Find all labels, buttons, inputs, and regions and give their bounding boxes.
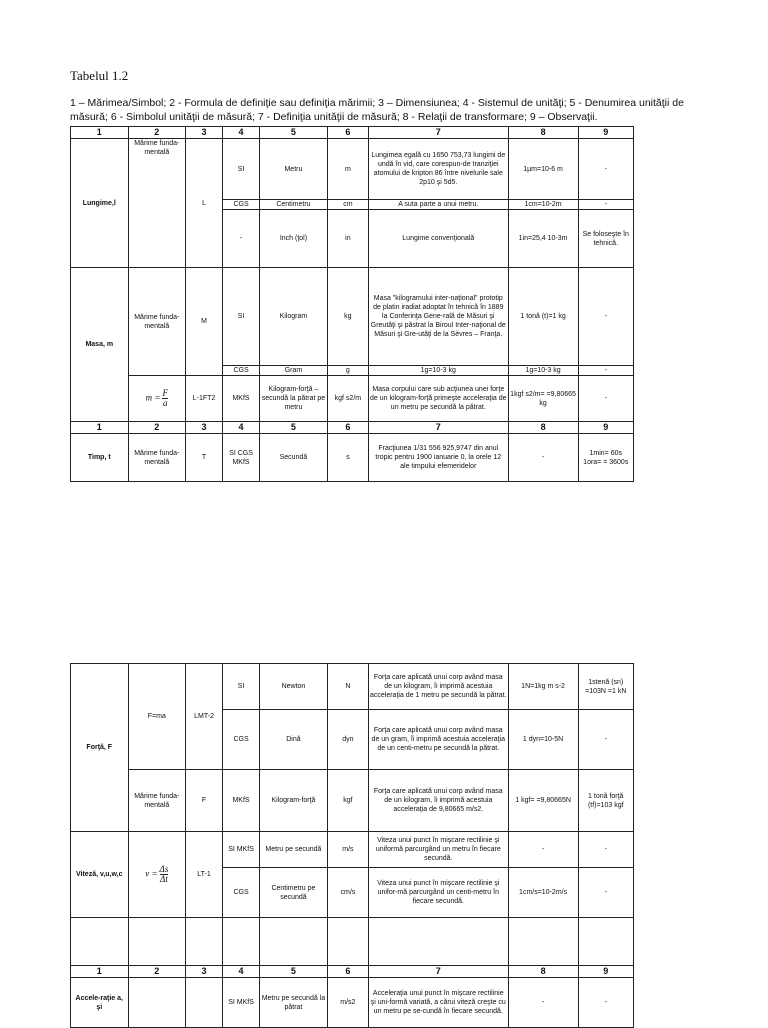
col-header: 6 (327, 422, 368, 434)
header-row (71, 127, 634, 139)
empty-cell (260, 918, 328, 966)
col-header: 7 (368, 422, 508, 434)
empty-row (71, 918, 634, 966)
col-header: 2 (128, 127, 186, 139)
system-cell: SI MKfS (223, 978, 260, 1028)
system-cell: SI MKfS (223, 832, 260, 868)
col-header: 4 (223, 127, 260, 139)
table-row (71, 139, 634, 200)
conversion-cell: 1g=10-3 kg (508, 366, 578, 376)
unit-name-cell: Centimetru pe secundă (260, 868, 328, 918)
system-cell: CGS (223, 200, 260, 210)
conversion-cell: 1 kgf= =9,80665N (508, 770, 578, 832)
column-legend: 1 – Mărimea/Simbol; 2 - Formula de definiţie sau definiţia mărimii; 3 – Dimensiunea; 4 - Sistemul de unităţi; 5 - Denumirea unităţii de măsură; 6 - Simbolul unităţii de măsură; 7 - Definiţia unităţii de măsură; 8 - Relaţii de transformare; 9 – Observaţii. (70, 97, 684, 123)
col-header: 8 (508, 422, 578, 434)
table-row (71, 770, 634, 832)
conversion-cell: - (508, 434, 578, 482)
system-cell: CGS (223, 366, 260, 376)
definition-cell: Mărime funda-mentală (128, 770, 186, 832)
col-header: 7 (368, 966, 508, 978)
col-header: 9 (578, 966, 634, 978)
unit-name-cell: Inch (ţol) (260, 210, 328, 268)
unit-definition-cell: Forţa care aplicată unui corp având masa de un kilogram, îi imprimă acestuia acceleraţia de 9,80665 m/s2. (368, 770, 508, 832)
unit-symbol-cell: g (327, 366, 368, 376)
conversion-cell: - (508, 978, 578, 1028)
conversion-cell: 1in=25,4 10-3m (508, 210, 578, 268)
formula-lhs: m = (145, 392, 161, 403)
col-header: 3 (186, 422, 223, 434)
observation-cell: 1stenă (sn) =103N =1 kN (578, 664, 634, 710)
dimension-cell: M (186, 268, 223, 376)
unit-name-cell: Metru (260, 139, 328, 200)
observation-cell: - (578, 200, 634, 210)
observation-cell: - (578, 832, 634, 868)
empty-cell (128, 918, 186, 966)
dimension-cell: T (186, 434, 223, 482)
formula-fraction (160, 865, 169, 884)
col-header: 8 (508, 966, 578, 978)
dimension-cell: L-1FT2 (186, 376, 223, 422)
observation-cell: - (578, 139, 634, 200)
unit-definition-cell: Masa corpului care sub acţiunea unei forţe de un kilogram-forţă primeşte acceleraţia de un metru pe secundă la pătrat. (368, 376, 508, 422)
system-cell: SI (223, 664, 260, 710)
quantity-name: Accele-raţie a, şi (71, 978, 129, 1028)
observation-cell: Se foloseşte în tehnică. (578, 210, 634, 268)
col-header: 3 (186, 127, 223, 139)
system-cell: CGS (223, 710, 260, 770)
unit-name-cell: Kilogram-forţă (260, 770, 328, 832)
unit-definition-cell: 1g=10-3 kg (368, 366, 508, 376)
empty-cell (223, 918, 260, 966)
col-header: 6 (327, 127, 368, 139)
col-header: 7 (368, 127, 508, 139)
empty-cell (578, 918, 634, 966)
system-cell: CGS (223, 868, 260, 918)
units-table-2 (70, 663, 634, 1028)
formula-denominator: a (162, 398, 168, 408)
dimension-cell: L (186, 139, 223, 268)
formula-cell: F=ma (128, 664, 186, 770)
observation-cell: - (578, 978, 634, 1028)
conversion-cell: - (508, 832, 578, 868)
unit-name-cell: Metru pe secundă (260, 832, 328, 868)
quantity-name: Forţă, F (71, 664, 129, 832)
conversion-cell: 1cm=10-2m (508, 200, 578, 210)
formula-numerator: Δs (159, 864, 169, 874)
col-header: 9 (578, 127, 634, 139)
definition-cell (128, 139, 186, 268)
quantity-name: Timp, t (71, 434, 129, 482)
unit-name-cell: Kilogram-forţă – secundă la pătrat pe metru (260, 376, 328, 422)
col-header: 4 (223, 422, 260, 434)
quantity-name: Masa, m (71, 268, 129, 422)
system-cell: SI CGS MKfS (223, 434, 260, 482)
header-row (71, 422, 634, 434)
col-header: 1 (71, 966, 129, 978)
col-header: 2 (128, 966, 186, 978)
unit-symbol-cell: m/s (327, 832, 368, 868)
unit-name-cell: Kilogram (260, 268, 328, 366)
empty-cell (368, 918, 508, 966)
unit-symbol-cell: cm (327, 200, 368, 210)
col-header: 1 (71, 127, 129, 139)
header-row (71, 966, 634, 978)
quantity-name: Viteză, v,u,w,c (71, 832, 129, 918)
table-row (71, 376, 634, 422)
col-header: 5 (260, 127, 328, 139)
formula-lhs: v = (145, 868, 158, 879)
table-row (71, 434, 634, 482)
observation-cell: - (578, 868, 634, 918)
unit-symbol-cell: dyn (327, 710, 368, 770)
conversion-cell: 1kgf s2/m= =9,80665 kg (508, 376, 578, 422)
unit-definition-cell: Forţa care aplicată unui corp având masa de un kilogram, îi imprimă acestuia acceleraţia de 1 metru pe secundă la pătrat. (368, 664, 508, 710)
empty-cell (508, 918, 578, 966)
unit-definition-cell: Lungime convenţională (368, 210, 508, 268)
dimension-cell: LMT-2 (186, 664, 223, 770)
formula-denominator: Δt (160, 874, 168, 884)
unit-name-cell: Dină (260, 710, 328, 770)
unit-symbol-cell: kg (327, 268, 368, 366)
observation-cell: - (578, 710, 634, 770)
unit-symbol-cell: in (327, 210, 368, 268)
unit-name-cell: Metru pe secundă la pătrat (260, 978, 328, 1028)
conversion-cell: 1N=1kg m s-2 (508, 664, 578, 710)
col-header: 5 (260, 966, 328, 978)
unit-symbol-cell: N (327, 664, 368, 710)
table-row (71, 832, 634, 868)
conversion-cell: 1 dyn=10-5N (508, 710, 578, 770)
col-header: 5 (260, 422, 328, 434)
observation-cell: 1 tonă forţă (tf)=103 kgf (578, 770, 634, 832)
empty-cell (186, 918, 223, 966)
quantity-name: Lungime,l (71, 139, 129, 268)
system-cell: MKfS (223, 376, 260, 422)
unit-definition-cell: Viteza unui punct în mişcare rectilinie şi uniformă parcurgând un metru în fiecare secundă. (368, 832, 508, 868)
observation-cell: - (578, 376, 634, 422)
unit-definition-cell: Masa "kilogramului inter-naţional" prototip de platin iradiat adoptat în tehnică în 1889 la Conferinţa Gene-rală de Măsuri şi Greutăţi şi păstrat la Biroul Inter-naţional de Măsuri şi Gre-utăţi de la Sèvres – Franţa. (368, 268, 508, 366)
formula-numerator: F (162, 388, 168, 398)
table-row (71, 978, 634, 1028)
unit-symbol-cell: m (327, 139, 368, 200)
definition-cell: Mărime funda-mentală (128, 268, 186, 376)
definition-text: Mărime funda-mentală (134, 140, 180, 156)
unit-definition-cell: A suta parte a unui metru. (368, 200, 508, 210)
formula-cell (128, 832, 186, 918)
observation-cell: 1min= 60s 1ora= = 3600s (578, 434, 634, 482)
system-cell: MKfS (223, 770, 260, 832)
col-header: 1 (71, 422, 129, 434)
unit-definition-cell: Viteza unui punct în mişcare rectilinie şi unifor-mă parcurgând un centi-metru în fiecare secundă. (368, 868, 508, 918)
definition-cell: Mărime funda-mentală (128, 434, 186, 482)
system-cell: SI (223, 139, 260, 200)
unit-definition-cell: Acceleraţia unui punct în mişcare rectilinie şi uni-formă variată, a cărui viteză creşte cu un metru pe se-cundă în fiecare secundă. (368, 978, 508, 1028)
unit-definition-cell: Forţa care aplicată unui corp având masa de un gram, îi imprimă acestuia acceleraţia de un centi-metru pe secundă la pătrat. (368, 710, 508, 770)
col-header: 2 (128, 422, 186, 434)
unit-definition-cell: Lungimea egală cu 1650 753,73 lungimi de undă în vid, care corespun-de tranziţiei atomului de kripton 86 între nivelurile sale 2p10 şi 5d5. (368, 139, 508, 200)
units-table-1 (70, 126, 634, 482)
unit-symbol-cell: cm/s (327, 868, 368, 918)
unit-symbol-cell: s (327, 434, 368, 482)
conversion-cell: 1 tonă (t)=1 kg (508, 268, 578, 366)
unit-name-cell: Centimetru (260, 200, 328, 210)
table-row (71, 268, 634, 366)
unit-symbol-cell: kgf s2/m (327, 376, 368, 422)
unit-name-cell: Newton (260, 664, 328, 710)
dimension-cell: LT-1 (186, 832, 223, 918)
col-header: 3 (186, 966, 223, 978)
observation-cell: - (578, 366, 634, 376)
col-header: 9 (578, 422, 634, 434)
conversion-cell: 1cm/s=10-2m/s (508, 868, 578, 918)
unit-symbol-cell: m/s2 (327, 978, 368, 1028)
conversion-cell: 1μm=10-6 m (508, 139, 578, 200)
unit-definition-cell: Fracţiunea 1/31 556 925,9747 din anul tropic pentru 1900 ianuarie 0, la orele 12 ale timpului efemeridelor (368, 434, 508, 482)
empty-cell (71, 918, 129, 966)
formula-cell (128, 978, 186, 1028)
formula-cell (128, 376, 186, 422)
dimension-cell (186, 978, 223, 1028)
unit-name-cell: Gram (260, 366, 328, 376)
dimension-cell: F (186, 770, 223, 832)
formula-fraction (162, 389, 168, 408)
table-title: Tabelul 1.2 (70, 68, 129, 83)
col-header: 6 (327, 966, 368, 978)
observation-cell: - (578, 268, 634, 366)
col-header: 4 (223, 966, 260, 978)
unit-symbol-cell: kgf (327, 770, 368, 832)
col-header: 8 (508, 127, 578, 139)
system-cell: - (223, 210, 260, 268)
system-cell: SI (223, 268, 260, 366)
unit-name-cell: Secundă (260, 434, 328, 482)
table-row (71, 664, 634, 710)
empty-cell (327, 918, 368, 966)
